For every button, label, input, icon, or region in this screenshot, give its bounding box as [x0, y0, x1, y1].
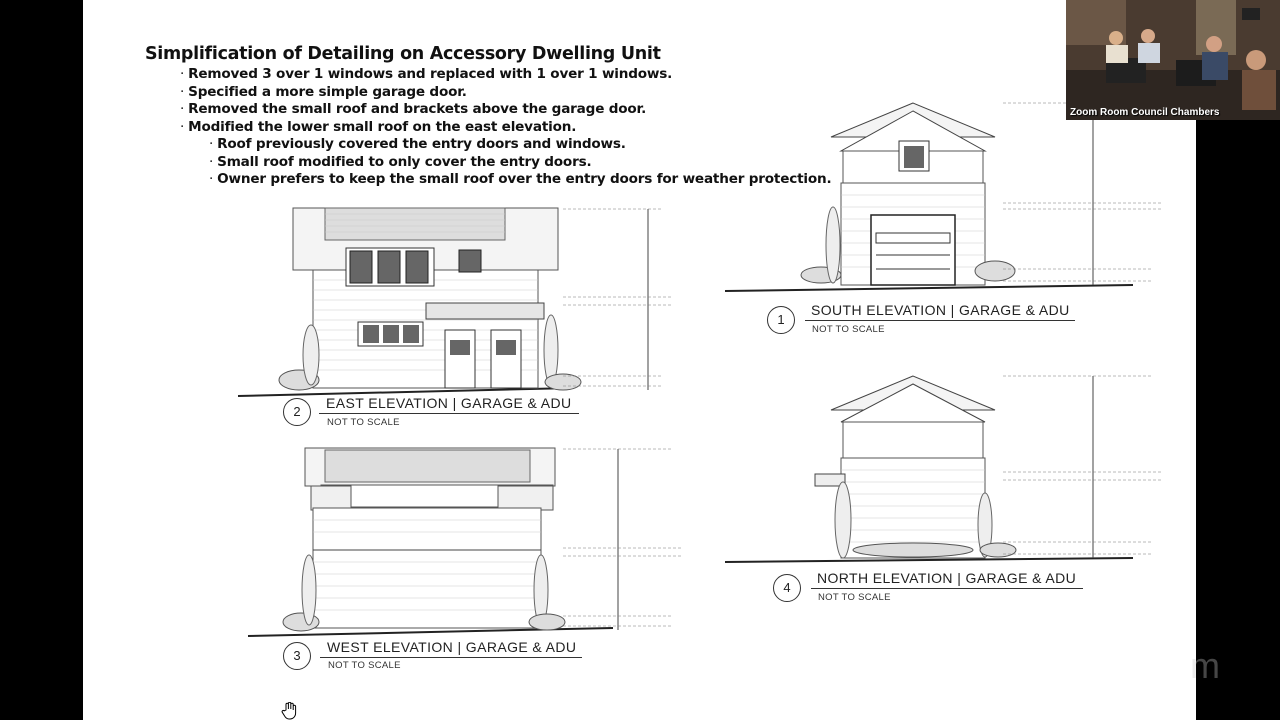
webcam-label: Zoom Room Council Chambers	[1070, 107, 1220, 118]
bullet-1	[180, 66, 672, 82]
south-elevation-scale-note: NOT TO SCALE	[812, 324, 885, 335]
sub-bullet-text: Small roof modified to only cover the entry doors.	[217, 154, 592, 170]
bullet-4	[180, 119, 576, 135]
shared-slide	[83, 0, 1196, 720]
west-elevation-drawing	[243, 440, 693, 640]
south-elevation-drawing	[723, 95, 1173, 295]
west-elevation-title: WEST ELEVATION | GARAGE & ADU	[327, 639, 577, 655]
sub-bullet-text: Roof previously covered the entry doors and windows.	[217, 136, 626, 152]
north-elevation-scale-note: NOT TO SCALE	[818, 592, 891, 603]
sub-bullet-text: Owner prefers to keep the small roof over the entry doors for weather protection.	[217, 171, 832, 187]
bullet-glyph: ·	[209, 154, 214, 170]
south-elevation-title: SOUTH ELEVATION | GARAGE & ADU	[811, 302, 1070, 318]
north-caption-rule	[811, 588, 1083, 589]
bullet-3	[180, 101, 646, 117]
bullet-glyph: ·	[209, 136, 214, 152]
webcam-scene	[1066, 0, 1280, 120]
hand-pointer-icon	[281, 702, 297, 720]
bullet-text: Modified the lower small roof on the east elevation.	[188, 119, 577, 135]
east-elevation-scale-note: NOT TO SCALE	[327, 417, 400, 428]
south-elevation-number: 1	[767, 306, 795, 334]
bullet-text: Specified a more simple garage door.	[188, 84, 467, 100]
bullet-text: Removed the small roof and brackets above the garage door.	[188, 101, 647, 117]
sub-bullet-1	[209, 136, 626, 152]
bullet-glyph: ·	[180, 84, 185, 100]
north-elevation-title: NORTH ELEVATION | GARAGE & ADU	[817, 570, 1077, 586]
east-elevation-number: 2	[283, 398, 311, 426]
webcam-video-tile[interactable]	[1066, 0, 1280, 120]
bullet-text: Removed 3 over 1 windows and replaced with 1 over 1 windows.	[188, 66, 673, 82]
zoom-watermark: m	[1190, 645, 1220, 686]
east-elevation-title: EAST ELEVATION | GARAGE & ADU	[326, 395, 572, 411]
bullet-glyph: ·	[180, 101, 185, 117]
bullet-glyph: ·	[209, 171, 214, 187]
west-elevation-number: 3	[283, 642, 311, 670]
bullet-2	[180, 84, 467, 100]
east-caption-rule	[319, 413, 579, 414]
bullet-glyph: ·	[180, 66, 185, 82]
west-elevation-scale-note: NOT TO SCALE	[328, 660, 401, 671]
south-caption-rule	[805, 320, 1075, 321]
north-elevation-drawing	[723, 370, 1173, 570]
sub-bullet-2	[209, 154, 591, 170]
bullet-glyph: ·	[180, 119, 185, 135]
east-elevation-drawing	[233, 200, 683, 400]
north-elevation-number: 4	[773, 574, 801, 602]
slide-title: Simplification of Detailing on Accessory Dwelling Unit	[145, 44, 661, 64]
west-caption-rule	[320, 657, 582, 658]
